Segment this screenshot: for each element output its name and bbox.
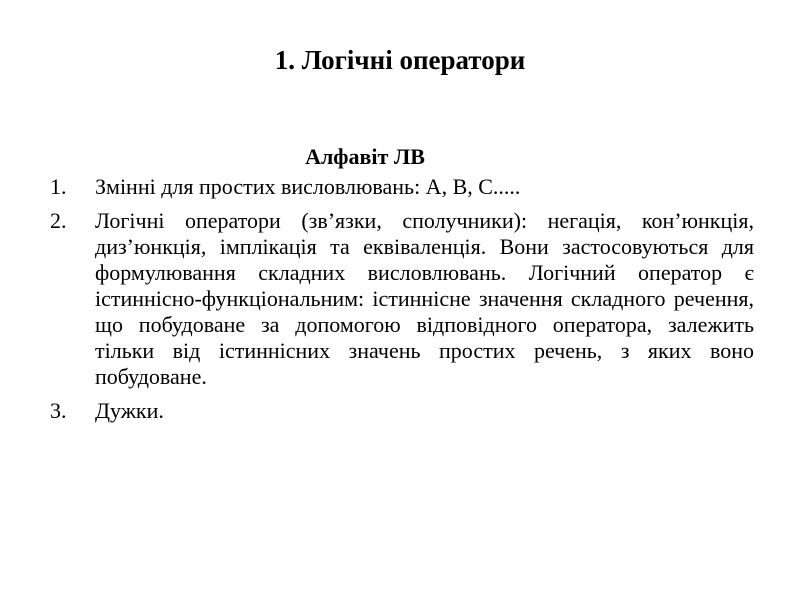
slide-subtitle: Алфавіт ЛВ: [305, 144, 425, 169]
list-item-number: 1.: [50, 174, 67, 199]
list-item-number: 2.: [50, 208, 67, 233]
list-item-text: Дужки.: [95, 398, 164, 423]
list-item: [50, 174, 754, 200]
list-item: [50, 398, 754, 424]
numbered-list: [50, 174, 754, 432]
list-item-text: Змінні для простих висловлювань: A, B, C.....: [95, 174, 521, 199]
list-item: [50, 208, 754, 390]
list-item-number: 3.: [50, 398, 67, 423]
list-item-text: Логічні оператори (зв’язки, сполучники): негація, кон’юнкція, диз’юнкція, імплікація та еквіваленція. Вони застосовуються для формулювання складних висловлювань. Логічний оператор є істиннісно-функціональним: істиннісне значення складного речення, що побудоване за допомогою відповідного оператора, залежить тільки від істиннісних значень простих речень, з яких воно побудоване.: [95, 208, 754, 389]
slide-title: 1. Логічні оператори: [274, 45, 526, 75]
